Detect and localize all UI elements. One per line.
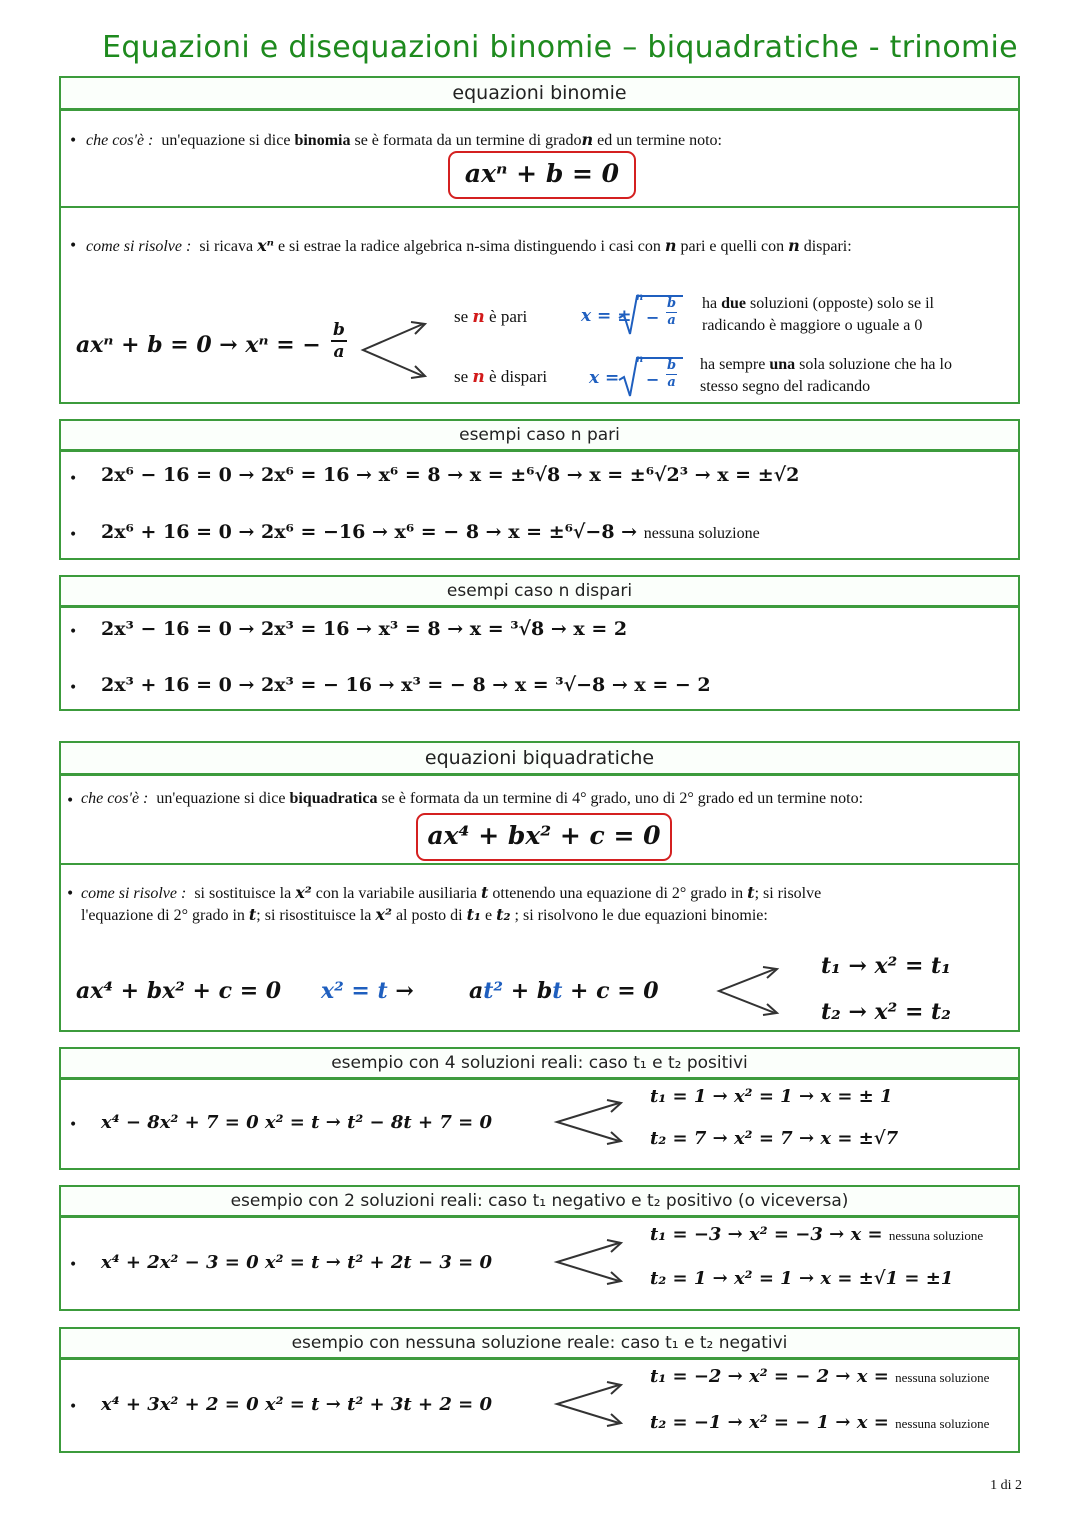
- radicand-fraction: b a: [667, 358, 677, 390]
- biquadratiche-equation: ax⁴ + bx² + c = 0: [76, 978, 282, 1004]
- radicand-sign: −: [646, 370, 660, 389]
- example-2-branch-2: t₂ = 1 → x² = 1 → x = ±√1 = ±1: [650, 1268, 954, 1289]
- example-4-equation: x⁴ − 8x² + 7 = 0 x² = t → t² − 8t + 7 = 0: [101, 1112, 493, 1133]
- binomie-solve-text: come si risolve : si ricava xⁿ e si estrae la radice algebrica n-sima distinguendo i casi con n pari e quelli con n dispari:: [86, 236, 852, 255]
- example-4-branch-1: t₁ = 1 → x² = 1 → x = ± 1: [650, 1086, 893, 1107]
- bullet: •: [69, 471, 78, 487]
- biquadratiche-solve-text: come si risolve : si sostituisce la x² con la variabile ausiliaria t ottenendo una equazione di 2° grado in t; si risolve l'equazione di 2° grado in t; si risostituisce la x² al posto di t₁ e t₂ ; si risolvono le due equazioni binomie:: [81, 883, 822, 924]
- branch-arrow-icon: [555, 1099, 625, 1145]
- example-even-row-1: 2x⁶ − 16 = 0 → 2x⁶ = 16 → x⁶ = 8 → x = ±⁶√8 → x = ±⁶√2³ → x = ±√2: [101, 464, 800, 486]
- example-0-equation: x⁴ + 3x² + 2 = 0 x² = t → t² + 3t + 2 = 0: [101, 1394, 493, 1415]
- branch-t1: t₁ → x² = t₁: [821, 953, 951, 979]
- page-number: 1 di 2: [990, 1478, 1022, 1493]
- branch-arrow-icon: [361, 320, 431, 380]
- binomie-header: equazioni binomie: [61, 78, 1018, 111]
- example-2-solutions-box: [59, 1185, 1020, 1311]
- example-2-equation: x⁴ + 2x² − 3 = 0 x² = t → t² + 2t − 3 = 0: [101, 1252, 493, 1273]
- binomie-main-equation: axⁿ + b = 0 → xⁿ = −: [76, 332, 321, 358]
- equation-in-t: at² + bt + c = 0: [469, 978, 659, 1004]
- bullet: •: [69, 238, 78, 254]
- bullet: •: [69, 1257, 78, 1273]
- root-index: n: [636, 292, 644, 303]
- substitution: x² = t →: [321, 978, 414, 1004]
- bullet: •: [66, 793, 75, 809]
- examples-even-header: esempi caso n pari: [61, 421, 1018, 452]
- example-0-branch-1: t₁ = −2 → x² = − 2 → x = nessuna soluzione: [650, 1366, 990, 1387]
- biquadratiche-solve: [61, 863, 1018, 1033]
- examples-odd-header: esempi caso n dispari: [61, 577, 1018, 608]
- branch-arrow-icon: [555, 1239, 625, 1285]
- example-0-branch-2: t₂ = −1 → x² = − 1 → x = nessuna soluzione: [650, 1412, 990, 1433]
- example-2-branch-1: t₁ = −3 → x² = −3 → x = nessuna soluzione: [650, 1224, 984, 1245]
- branch-arrow-icon: [717, 965, 781, 1017]
- example-no-solutions-box: [59, 1327, 1020, 1453]
- example-2-header: esempio con 2 soluzioni reali: caso t₁ negativo e t₂ positivo (o viceversa): [61, 1187, 1018, 1218]
- example-4-header: esempio con 4 soluzioni reali: caso t₁ e t₂ positivi: [61, 1049, 1018, 1080]
- bullet: •: [69, 527, 78, 543]
- branch-arrow-icon: [555, 1381, 625, 1427]
- binomie-formula: axⁿ + b = 0: [448, 151, 636, 199]
- even-root-formula: x = ±: [581, 306, 632, 326]
- bullet: •: [66, 886, 75, 902]
- case-odd-label: se n è dispari: [454, 367, 548, 387]
- root-index: n: [636, 354, 644, 365]
- examples-even-box: [59, 419, 1020, 560]
- example-even-row-2: 2x⁶ + 16 = 0 → 2x⁶ = −16 → x⁶ = − 8 → x = ±⁶√−8 → nessuna soluzione: [101, 521, 760, 543]
- binomie-definition: [61, 111, 1018, 206]
- branch-t2: t₂ → x² = t₂: [821, 999, 951, 1025]
- binomie-solve: [61, 206, 1018, 405]
- binomie-fraction: b a: [333, 320, 345, 362]
- biquadratiche-box: [59, 741, 1020, 1032]
- biquadratiche-def-text: che cos'è : un'equazione si dice biquadratica se è formata da un termine di 4° grado, uno di 2° grado ed un termine noto:: [81, 790, 864, 807]
- example-4-solutions-box: [59, 1047, 1020, 1170]
- radicand-fraction: b a: [667, 296, 677, 328]
- examples-odd-box: [59, 575, 1020, 711]
- biquadratiche-definition: [61, 776, 1018, 863]
- case-even-label: se n è pari: [454, 307, 528, 327]
- bullet: •: [69, 624, 78, 640]
- example-0-header: esempio con nessuna soluzione reale: caso t₁ e t₂ negativi: [61, 1329, 1018, 1360]
- bullet: •: [69, 133, 78, 149]
- biquadratiche-header: equazioni biquadratiche: [61, 743, 1018, 776]
- bullet: •: [69, 1399, 78, 1415]
- binomie-box: [59, 76, 1020, 404]
- example-odd-row-1: 2x³ − 16 = 0 → 2x³ = 16 → x³ = 8 → x = ³√8 → x = 2: [101, 618, 628, 640]
- odd-root-formula: x =: [589, 368, 620, 388]
- bullet: •: [69, 1117, 78, 1133]
- example-odd-row-2: 2x³ + 16 = 0 → 2x³ = − 16 → x³ = − 8 → x = ³√−8 → x = − 2: [101, 674, 711, 696]
- odd-description: ha sempre una sola soluzione che ha lo stesso segno del radicando: [700, 356, 952, 395]
- radicand-sign: −: [646, 308, 660, 327]
- biquadratiche-formula: ax⁴ + bx² + c = 0: [416, 813, 672, 861]
- page-title: Equazioni e disequazioni binomie – biquadratiche - trinomie: [102, 30, 1018, 65]
- binomie-def-text: che cos'è : un'equazione si dice binomia se è formata da un termine di gradon ed un termine noto:: [86, 130, 722, 149]
- bullet: •: [69, 680, 78, 696]
- example-4-branch-2: t₂ = 7 → x² = 7 → x = ±√7: [650, 1128, 899, 1149]
- even-description: ha due soluzioni (opposte) solo se il radicando è maggiore o uguale a 0: [702, 295, 934, 334]
